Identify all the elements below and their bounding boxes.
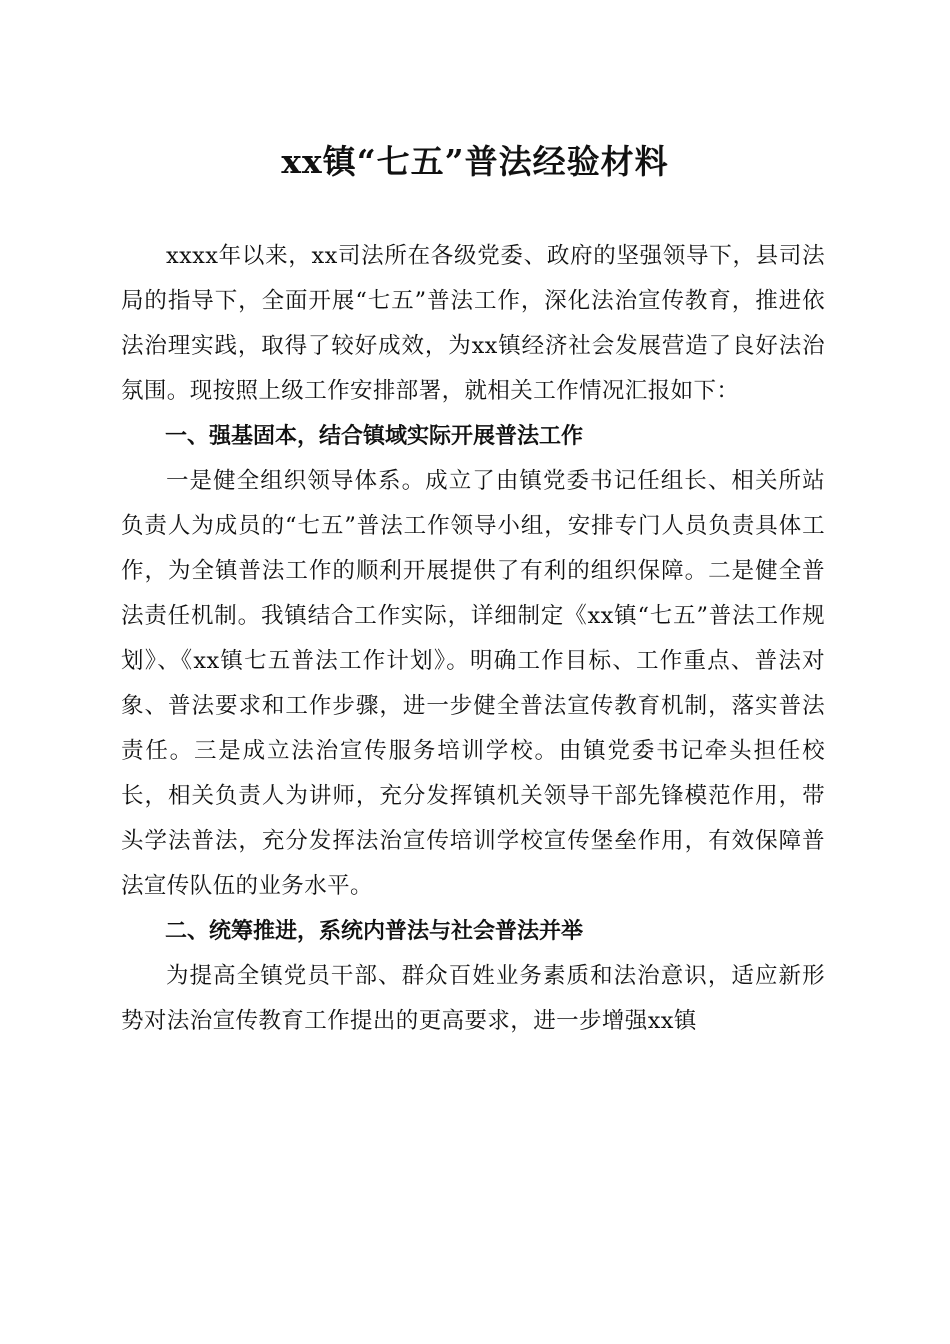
section-heading: 二、统筹推进，系统内普法与社会普法并举	[165, 919, 584, 944]
document-body	[121, 234, 825, 1044]
section-heading: 一、强基固本，结合镇域实际开展普法工作	[165, 424, 584, 449]
document-title: xx镇“七五”普法经验材料	[281, 142, 669, 181]
section-paragraph: 一是健全组织领导体系。成立了由镇党委书记任组长、相关所站负责人为成员的“七五”普法工作领导小组，安排专门人员负责具体工作，为全镇普法工作的顺利开展提供了有利的组织保障。二是健全普法责任机制。我镇结合工作实际，详细制定《xx镇“七五”普法工作规划》、《xx镇七五普法工作计划》。明确工作目标、工作重点、普法对象、普法要求和工作步骤，进一步健全普法宣传教育机制，落实普法责任。三是成立法治宣传服务培训学校。由镇党委书记牵头担任校长，相关负责人为讲师，充分发挥镇机关领导干部先锋模范作用，带头学法普法，充分发挥法治宣传培训学校宣传堡垒作用，有效保障普法宣传队伍的业务水平。	[121, 468, 825, 899]
section-paragraph: 为提高全镇党员干部、群众百姓业务素质和法治意识，适应新形势对法治宣传教育工作提出的更高要求，进一步增强xx镇	[121, 963, 825, 1034]
intro-paragraph: xxxx年以来，xx司法所在各级党委、政府的坚强领导下，县司法局的指导下，全面开展“七五”普法工作，深化法治宣传教育，推进依法治理实践，取得了较好成效，为xx镇经济社会发展营造了良好法治氛围。现按照上级工作安排部署，就相关工作情况汇报如下：	[121, 243, 825, 404]
